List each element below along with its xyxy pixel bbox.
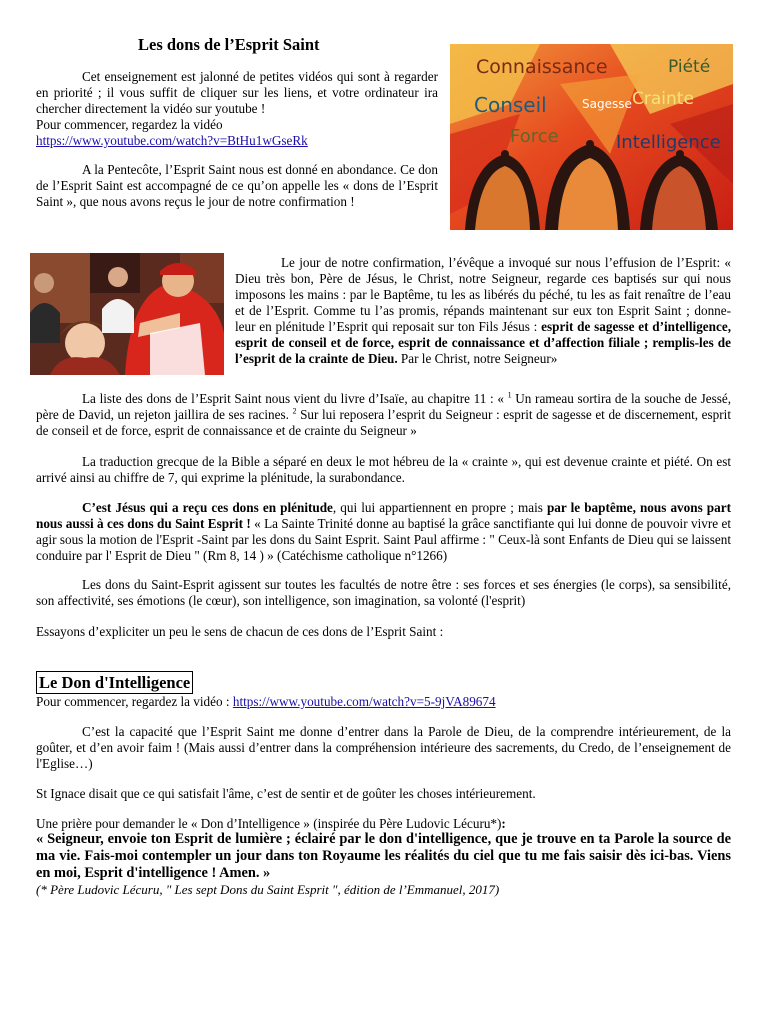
page-title: Les dons de l’Esprit Saint xyxy=(138,35,320,54)
pentecote-paragraph xyxy=(36,162,438,210)
gift-word-piete: Piété xyxy=(668,57,711,77)
gift-word-connaissance: Connaissance xyxy=(476,56,608,78)
isaie-verse1: 1 xyxy=(507,390,512,400)
capacite-text: C’est la capacité que l’Esprit Saint me donne d’entrer dans la Parole de Dieu, de la comprendre intérieurement, de la goûter, et d’en avoir faim ! (Mais aussi d’entrer dans la compréhension intérieure des sacrements, du Credo, de l’enseignement de l'Eglise…) xyxy=(36,724,731,771)
plenitude-text1: , qui lui appartiennent en propre ; mais xyxy=(332,500,547,515)
section-video-line xyxy=(36,694,731,710)
gift-word-intelligence: Intelligence xyxy=(616,132,721,153)
priere-text: « Seigneur, envoie ton Esprit de lumière ; éclairé par le don d'intelligence, que je trouve en ta Parole la source de ma vie. Fais-moi contempler un jour dans ton Royaume les réalités du ciel que tu me fais saisir dès ici-bas. Viens en moi, Esprit d'intelligence ! Amen. » xyxy=(36,831,731,881)
citation-text: (* Père Ludovic Lécuru, " Les sept Dons du Saint Esprit ", édition de l’Emmanuel, 2017) xyxy=(36,882,500,897)
isaie-part3: Sur lui reposera l’esprit du Seigneur : esprit de sagesse et de discernement, esprit de conseil et de force, esprit de connaissance et de crainte du Seigneur » xyxy=(36,407,731,438)
intro-video-link[interactable]: https://www.youtube.com/watch?v=BtHu1wGseRk xyxy=(36,133,308,148)
priere-intro-colon: : xyxy=(501,816,506,831)
plenitude-text2: « La Sainte Trinité donne au baptisé la grâce sanctifiante qui lui donne de pouvoir vivre et agir sous la motion de l'Esprit -Saint par les dons du Saint Esprit. Saint Paul affirme : " Ceux-là sont Enfants de Dieu qui se laissent conduire par l' Esprit de Dieu " (Rm 8, 14 ) » (Catéchisme catholique n°1266) xyxy=(36,516,731,563)
section-video-label: Pour commencer, regardez la vidéo : xyxy=(36,694,233,709)
intro-paragraph xyxy=(36,69,438,149)
ignace-text: St Ignace disait que ce qui satisfait l'âme, c’est de sentir et de goûter les choses intérieurement. xyxy=(36,786,536,801)
gift-word-sagesse: Sagesse xyxy=(582,97,632,111)
ignace-paragraph xyxy=(36,786,731,802)
gift-word-force: Force xyxy=(510,126,559,147)
facultes-paragraph xyxy=(36,577,731,609)
gift-word-crainte: Crainte xyxy=(632,89,694,109)
confirmation-photo-art xyxy=(30,253,224,375)
pentecote-text: A la Pentecôte, l’Esprit Saint nous est donné en abondance. Ce don de l’Esprit Saint est accompagné de ce qu’on appelle les « dons de l’Esprit Saint », que nous avons reçus le jour de notre confirmation ! xyxy=(36,162,438,209)
confirmation-text-start: Le jour de notre confirmation, l’évêque a invoqué sur nous l’effusion de l’Esprit: « Dieu très bon, Père de Jésus, le Christ, notre Seigneur, regarde ces baptisés sur qui nous imposons les mains : par le Baptême, tu les as libérés du péché, tu les as fait renaître de l’eau et de l’Esprit. Comme tu l’as promis, répands maintenant sur eux ton Esprit Saint ; donne-leur en plénitude l’Esprit qui reposait sur ton Fils Jésus : xyxy=(235,255,731,334)
confirmation-paragraph xyxy=(235,255,731,367)
plenitude-bold2: par le baptême, nous avons part nous aussi à ces dons du Saint Esprit ! xyxy=(36,500,731,531)
isaie-part2: Un rameau sortira de la souche de Jessé, père de David, un rejeton jaillira de ses racines. xyxy=(36,391,732,422)
capacite-paragraph xyxy=(36,724,731,772)
gifts-illustration-art xyxy=(450,44,733,230)
priere-intro-paragraph xyxy=(36,816,731,832)
essayons-text: Essayons d’expliciter un peu le sens de chacun de ces dons de l’Esprit Saint : xyxy=(36,624,444,639)
confirmation-text-bold: esprit de sagesse et d’intelligence, esprit de conseil et de force, esprit de connaissance et d’affection filiale ; remplis-les de l’esprit de la crainte de Dieu. xyxy=(235,319,731,366)
section-heading: Le Don d'Intelligence xyxy=(36,671,193,694)
isaie-verse2: 2 xyxy=(292,406,297,416)
confirmation-photo xyxy=(30,253,224,375)
gift-word-conseil: Conseil xyxy=(474,93,547,117)
plenitude-paragraph xyxy=(36,500,731,564)
intro-start-label: Pour commencer, regardez la vidéo xyxy=(36,117,223,132)
intro-text: Cet enseignement est jalonné de petites vidéos qui sont à regarder en priorité ; il vous suffit de cliquer sur les liens, et votre ordinateur ira chercher directement la vidéo sur youtube ! xyxy=(36,69,438,116)
plenitude-bold1: C’est Jésus qui a reçu ces dons en plénitude xyxy=(82,500,333,515)
section-video-link[interactable]: https://www.youtube.com/watch?v=5-9jVA89674 xyxy=(232,694,496,709)
facultes-text: Les dons du Saint-Esprit agissent sur toutes les facultés de notre être : ses forces et ses énergies (le corps), sa sensibilité, son affectivité, ses émotions (le cœur), son intelligence, son imagination, sa volonté (l'esprit) xyxy=(36,577,731,608)
confirmation-text-end: Par le Christ, notre Seigneur» xyxy=(397,351,558,366)
priere-intro-text: Une prière pour demander le « Don d’Intelligence » (inspirée du Père Ludovic Lécuru*) xyxy=(36,816,502,831)
isaie-paragraph xyxy=(36,391,731,439)
grecque-paragraph xyxy=(36,454,731,486)
gifts-illustration xyxy=(450,44,733,230)
isaie-part1: La liste des dons de l’Esprit Saint nous vient du livre d’Isaïe, au chapitre 11 : « xyxy=(82,391,508,406)
grecque-text: La traduction grecque de la Bible a séparé en deux le mot hébreu de la « crainte », qui est devenue crainte et piété. On est arrivé ainsi au chiffre de 7, qui exprime la plénitude, la surabondance. xyxy=(36,454,731,485)
essayons-paragraph xyxy=(36,624,731,640)
